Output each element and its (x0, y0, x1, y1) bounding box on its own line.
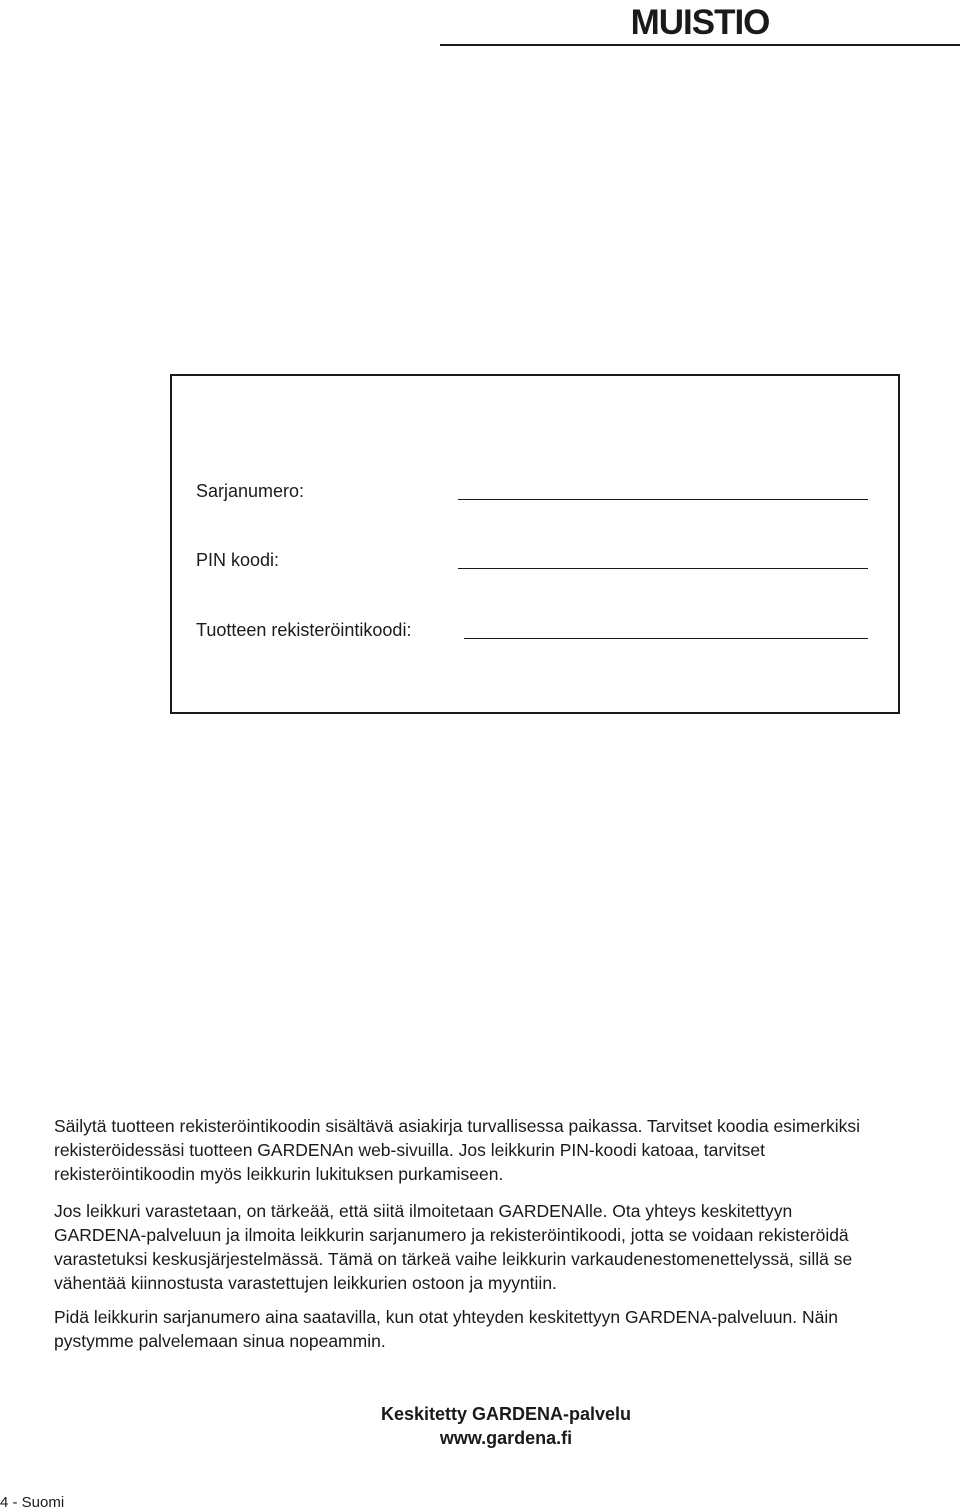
website-link[interactable]: www.gardena.fi (439, 1428, 573, 1448)
registration-info-box (170, 374, 900, 714)
body-text-line: pystymme palvelemaan sinua nopeammin. (54, 1331, 386, 1351)
serial-number-row (196, 479, 868, 503)
body-text-line: Säilytä tuotteen rekisteröintikoodin sisältävä asiakirja turvallisessa paikassa. Tarvitset koodia esimerkiksi (54, 1116, 861, 1136)
body-text-line: rekisteröintikoodin myös leikkurin lukituksen purkamiseen. (54, 1164, 504, 1184)
registration-code-label: Tuotteen rekisteröintikoodi: (196, 620, 412, 640)
registration-code-row (196, 618, 868, 642)
service-name: Keskitetty GARDENA-palvelu (380, 1404, 632, 1424)
pin-code-field[interactable] (458, 568, 868, 569)
body-text-line: rekisteröidessäsi tuotteen GARDENAn web-sivuilla. Jos leikkurin PIN-koodi katoaa, tarvitset (54, 1140, 765, 1160)
page-number: 4 - Suomi (0, 1494, 65, 1511)
body-text-line: varastetuksi keskusjärjestelmässä. Tämä on tärkeä vaihe leikkurin varkaudenestomenettelyssä, sillä se (54, 1249, 853, 1269)
pin-code-row (196, 548, 868, 572)
page-title: MUISTIO (630, 3, 770, 42)
pin-code-label: PIN koodi: (196, 550, 280, 570)
serial-number-field[interactable] (458, 499, 868, 500)
title-underline (440, 44, 960, 46)
body-text-line: Jos leikkuri varastetaan, on tärkeää, että siitä ilmoitetaan GARDENAlle. Ota yhteys keskitettyyn (54, 1201, 793, 1221)
body-text-line: Pidä leikkurin sarjanumero aina saatavilla, kun otat yhteyden keskitettyyn GARDENA-palveluun. Näin (54, 1307, 839, 1327)
serial-number-label: Sarjanumero: (196, 481, 305, 501)
body-text-line: GARDENA-palveluun ja ilmoita leikkurin sarjanumero ja rekisteröintikoodi, jotta se voidaan rekisteröidä (54, 1225, 849, 1245)
registration-code-field[interactable] (464, 638, 868, 639)
body-text-line: vähentää kiinnostusta varastettujen leikkurien ostoon ja myyntiin. (54, 1273, 557, 1293)
